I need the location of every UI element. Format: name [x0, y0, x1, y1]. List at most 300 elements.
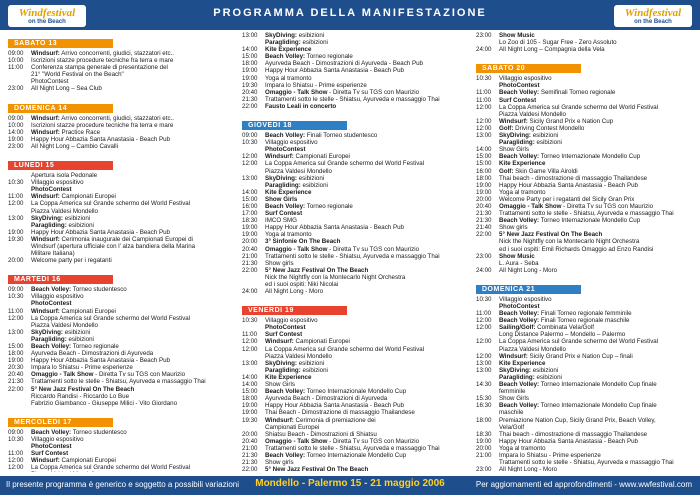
entry-time [242, 353, 265, 360]
entry-description [499, 388, 700, 395]
entry-description [265, 39, 467, 46]
entry-description [499, 160, 700, 167]
entry-detail: La Coppa America sul Grande schermo del World Festival [31, 464, 191, 472]
schedule-entry [476, 353, 700, 360]
entry-description [499, 196, 700, 203]
schedule-entry [476, 388, 700, 395]
entry-detail: Yoga al tramonto [499, 444, 546, 452]
entry-time: 20:40 [476, 202, 492, 210]
entry-detail: Conferenza stampa generale di presentazione del [31, 64, 168, 72]
entry-event: Beach Volley: [499, 310, 540, 318]
schedule-entry [8, 400, 233, 407]
logo-text: Windfestival [624, 6, 682, 19]
entry-detail: Ayurveda Beach - Dimostrazioni di Ayurveda - Beach Pub [265, 60, 423, 68]
schedule-entry [8, 50, 233, 57]
entry-event: Paragliding: [499, 373, 535, 381]
entry-time [8, 186, 31, 193]
entry-event: Omaggio - Talk Show [265, 88, 328, 96]
schedule-entry [242, 253, 467, 260]
entry-description [31, 364, 233, 371]
entry-description [265, 32, 467, 39]
entry-detail: Impara lo Shiatsu - Prime esperienze [31, 364, 133, 372]
schedule-entry [242, 210, 467, 217]
entry-time [476, 82, 499, 89]
entry-event: Paragliding: [265, 39, 301, 47]
entry-description [499, 231, 700, 238]
entry-detail: esibizioni [296, 32, 325, 39]
entry-description [499, 438, 700, 445]
day-header: SABATO 13 [8, 39, 113, 48]
entry-detail: Finali Torneo studentesco [305, 132, 378, 140]
entry-time: 21:00 [242, 252, 258, 260]
entry-time: 24:00 [476, 46, 492, 54]
entry-detail: Villaggio espositivo [31, 293, 84, 301]
entry-event: 5° New Jazz Festival On The Beach [265, 466, 369, 472]
entry-event: Paragliding: [31, 221, 67, 229]
entry-description [265, 189, 467, 196]
schedule-entry [242, 260, 467, 267]
schedule-entry [476, 182, 700, 189]
entry-description [265, 231, 467, 238]
entry-description [499, 104, 700, 111]
entry-description [31, 136, 233, 143]
entry-description [265, 288, 467, 295]
entry-description [31, 315, 233, 322]
entry-description [265, 53, 467, 60]
entry-description [499, 459, 700, 466]
entry-detail: Thai Beach - Dimostrazione di massaggio Thailandese [265, 409, 415, 417]
logo-subtext: on the Beach [634, 18, 672, 25]
schedule-entry [8, 186, 233, 193]
schedule-entry [242, 409, 467, 416]
entry-description [31, 378, 233, 385]
entry-event: Kite Experience [499, 160, 546, 168]
entry-time [8, 443, 31, 450]
schedule-entry [8, 357, 233, 364]
entry-time [8, 300, 31, 307]
entry-description [499, 466, 700, 472]
schedule-entry [8, 136, 233, 143]
entry-time: 10:30 [242, 139, 258, 147]
entry-time: 09:00 [8, 286, 24, 294]
entry-event: PhotoContest [499, 303, 540, 310]
entry-detail: All Night Long – Compagnia della Vela [499, 46, 605, 54]
entry-description [265, 338, 467, 345]
schedule-entry [8, 179, 233, 186]
entry-detail: femminile [499, 388, 526, 396]
entry-detail: Happy Hour Abbazia Santa Anastasia - Beach Pub [265, 67, 404, 75]
schedule-entry [242, 374, 467, 381]
schedule-entry [476, 346, 700, 353]
entry-detail: All Night Long - Moro [499, 266, 558, 274]
entry-detail: esibizioni [296, 174, 325, 182]
entry-description [265, 210, 467, 217]
schedule-entry [476, 296, 700, 303]
schedule-column-3 [476, 32, 700, 472]
entry-time: 14:00 [242, 381, 258, 389]
entry-time: 23:00 [476, 466, 492, 472]
entry-detail: La Coppa America sul Grande schermo del World Festival [499, 103, 659, 111]
entry-detail: Arrivo concorrenti, giudici, stazzatori etc.. [59, 114, 174, 122]
entry-time: 14:00 [242, 188, 258, 196]
schedule-entry [8, 172, 233, 179]
entry-detail: Happy Hour Abbazia Santa Anastasia - Beach Pub [265, 224, 404, 232]
entry-detail: La Coppa America sul Grande schermo del World Festival [265, 345, 425, 353]
entry-description [499, 82, 700, 89]
schedule-entry [242, 224, 467, 231]
entry-detail: Happy Hour Abbazia Santa Anastasia - Beach Pub [31, 357, 170, 365]
entry-description [31, 78, 233, 85]
schedule-entry [476, 82, 700, 89]
entry-description [31, 222, 233, 229]
entry-description [31, 464, 233, 471]
entry-description [499, 89, 700, 96]
entry-description [265, 409, 467, 416]
entry-time: 19:00 [242, 224, 258, 232]
entry-detail: Practice Race [59, 128, 101, 136]
entry-description [31, 250, 233, 257]
schedule-entry [8, 229, 233, 236]
entry-time [242, 168, 265, 175]
entry-description [499, 374, 700, 381]
entry-event: Windsurf: [31, 307, 60, 315]
entry-event: Paragliding: [31, 335, 67, 343]
entry-time: 14:30 [476, 381, 492, 389]
schedule-entry [242, 281, 467, 288]
entry-description [265, 139, 467, 146]
entry-time [8, 322, 31, 329]
entry-description [265, 67, 467, 74]
schedule-entry [476, 374, 700, 381]
schedule-entry [8, 193, 233, 200]
entry-event: PhotoContest [31, 186, 72, 194]
schedule-entry [476, 46, 700, 53]
entry-detail: Welcome party per i regatanti [31, 257, 112, 265]
entry-time: 10:00 [8, 57, 24, 65]
entry-description [31, 208, 233, 215]
entry-detail: Sicily Grand Prix e Nation Cup – finali [527, 352, 633, 360]
entry-event: Fausto Leali in concerto [265, 102, 337, 110]
entry-time: 21:30 [8, 378, 24, 386]
entry-description [499, 367, 700, 374]
entry-time [242, 274, 265, 281]
entry-detail: All Night Long – Sea Club [31, 85, 102, 93]
schedule-entry [242, 82, 467, 89]
entry-description [499, 346, 700, 353]
footer-website: Per aggiornamenti ed approfondimenti - www.wwfestival.com [475, 480, 692, 489]
schedule-entry [242, 160, 467, 167]
entry-time [8, 222, 31, 229]
entry-time [242, 324, 265, 331]
entry-detail: Torneo studentesco [71, 428, 127, 436]
entry-description [265, 395, 467, 402]
schedule-entry [476, 111, 700, 118]
schedule-entry [242, 331, 467, 338]
schedule-entry [242, 203, 467, 210]
entry-event: Beach Volley: [499, 217, 540, 225]
entry-description [31, 436, 233, 443]
schedule-entry [476, 168, 700, 175]
entry-time: 21:30 [242, 259, 258, 267]
entry-detail: Yoga al tramonto [499, 188, 546, 196]
schedule-entry [8, 286, 233, 293]
entry-event: Beach Volley: [499, 89, 540, 97]
entry-detail: - Diretta Tv su TGS con Maurizio [327, 437, 420, 445]
day-block [8, 411, 233, 472]
entry-description [265, 153, 467, 160]
entry-description [265, 353, 467, 360]
entry-event: Beach Volley: [31, 428, 72, 436]
entry-detail: Campionati Europei [59, 193, 116, 201]
schedule-entry [242, 388, 467, 395]
schedule-entry [242, 196, 467, 203]
entry-detail: Piazza Valdesi Mondello [31, 321, 98, 329]
schedule-entry [476, 267, 700, 274]
entry-time: 10:30 [242, 317, 258, 325]
entry-time: 19:00 [242, 231, 258, 239]
entry-description [265, 466, 467, 472]
entry-description [265, 132, 467, 139]
schedule-entry [476, 118, 700, 125]
entry-time: 14:00 [242, 373, 258, 381]
entry-description [499, 431, 700, 438]
entry-description [265, 367, 467, 374]
entry-detail: Nick the Nightfly con la Montecarlo Night Orchestra [265, 273, 406, 281]
entry-time: 23:00 [476, 32, 492, 39]
entry-detail: Torneo regionale [71, 343, 119, 350]
entry-description [499, 153, 700, 160]
schedule-entry [242, 132, 467, 139]
entry-description [265, 182, 467, 189]
entry-detail: Riccardo Randisi - Riccardo Lo Bue [31, 392, 130, 400]
entry-detail: Trattamenti sotto le stelle - Shiatsu, Ayurveda e massaggio Thai [265, 95, 440, 103]
entry-description [31, 471, 233, 472]
entry-description [265, 160, 467, 167]
entry-detail: Villaggio espositivo [31, 179, 84, 187]
entry-time: 11:00 [476, 89, 492, 97]
entry-description [499, 395, 700, 402]
entry-description [31, 143, 233, 150]
entry-time: 10:30 [8, 435, 24, 443]
schedule-entry [476, 231, 700, 238]
entry-description [499, 210, 700, 217]
entry-time [476, 39, 499, 46]
entry-time: 12:00 [242, 153, 258, 161]
entry-detail: esibizioni [66, 221, 94, 229]
schedule-entry [242, 46, 467, 53]
entry-detail: esibizioni [62, 214, 91, 222]
entry-event: Beach Volley: [499, 381, 540, 389]
schedule-entry [8, 215, 233, 222]
entry-time: 22:00 [8, 385, 24, 393]
entry-event: Beach Volley: [499, 402, 540, 410]
entry-detail: L. Aura - Seba [499, 259, 539, 267]
entry-description [31, 64, 233, 71]
entry-detail: Ayurveda Beach - Dimostrazioni di Ayurveda [265, 395, 388, 403]
entry-time: 20:00 [476, 444, 492, 452]
entry-detail [31, 471, 98, 472]
entry-time: 11:00 [8, 193, 24, 201]
entry-event: Windsurf: [31, 235, 60, 243]
entry-event: Surf Contest [31, 450, 69, 458]
schedule-entry [242, 39, 467, 46]
schedule-entry [242, 466, 467, 472]
entry-description [265, 175, 467, 182]
entry-time: 11:00 [8, 450, 24, 458]
entry-time [476, 388, 499, 395]
entry-time: 12:00 [476, 103, 492, 111]
entry-time [8, 71, 31, 78]
entry-time [242, 367, 265, 374]
schedule-entry [8, 222, 233, 229]
schedule-entry [8, 429, 233, 436]
entry-description [265, 331, 467, 338]
day-header: MARTEDI 16 [8, 275, 113, 284]
entry-description [499, 217, 700, 224]
entry-detail: Torneo Internazionale Mondello Cup finale [539, 381, 657, 389]
entry-detail: - Diretta Tv su TGS con Maurizio [93, 371, 186, 379]
entry-description [31, 393, 233, 400]
entry-description [499, 189, 700, 196]
entry-event: Windsurf: [499, 352, 528, 360]
entry-detail: Fabrizio Giambanco - Giuseppe Milici - Vito Giordano [31, 399, 178, 407]
entry-time: 23:00 [8, 85, 24, 93]
entry-time: 14:00 [242, 46, 258, 54]
entry-time: 21:30 [476, 210, 492, 218]
entry-detail: Happy Hour Abbazia Santa Anastasia - Beach Pub [31, 228, 170, 236]
entry-event: Show Girls [265, 195, 298, 203]
day-block [476, 32, 700, 53]
entry-time [8, 471, 31, 472]
entry-description [31, 457, 233, 464]
entry-description [265, 46, 467, 53]
entry-detail: Torneo Internazionale Mondello Cup [539, 153, 641, 161]
schedule-entry [242, 445, 467, 452]
entry-event: Golf: [499, 124, 514, 132]
entry-event: Windsurf: [31, 457, 60, 465]
entry-event: Paragliding: [265, 181, 301, 189]
entry-time: 24:00 [242, 288, 258, 296]
entry-description [31, 386, 233, 393]
entry-time: 10:30 [8, 293, 24, 301]
entry-event: 5° New Jazz Festival On The Beach [499, 231, 603, 239]
entry-event: 5° New Jazz Festival On The Beach [31, 385, 135, 393]
entry-detail: esibizioni [296, 359, 325, 367]
entry-time: 22:00 [242, 466, 258, 472]
entry-detail: Windsurf (apertura ufficiale con l' alza bandiera della Marina [31, 242, 196, 250]
schedule-entry [476, 466, 700, 472]
entry-description [265, 146, 467, 153]
entry-description [31, 115, 233, 122]
entry-detail: Show Girls [265, 381, 295, 389]
entry-description [499, 224, 700, 231]
entry-detail: Iscrizioni stazze procedure tecniche fra terra e mare [31, 121, 174, 129]
day-block [242, 32, 467, 110]
entry-time: 14:00 [8, 128, 24, 136]
entry-description [31, 236, 233, 243]
entry-time: 09:00 [242, 132, 258, 140]
entry-time: 15:00 [8, 343, 24, 350]
entry-time [476, 303, 499, 310]
entry-description [265, 89, 467, 96]
entry-description [265, 274, 467, 281]
entry-detail: maschile [499, 409, 524, 417]
entry-description [499, 175, 700, 182]
entry-time: 21:30 [476, 217, 492, 225]
schedule-entry [8, 350, 233, 357]
day-block [476, 278, 700, 472]
schedule-entry [8, 300, 233, 307]
entry-time [8, 243, 31, 250]
entry-detail: Piazza Valdesi Mondello [499, 345, 566, 353]
entry-event: PhotoContest [499, 82, 540, 90]
schedule-entry [476, 395, 700, 402]
entry-detail: Torneo Internazionale Mondello Cup [305, 451, 407, 459]
schedule-entry [476, 438, 700, 445]
entry-time: 13:00 [476, 132, 492, 140]
entry-description [265, 317, 467, 324]
entry-time: 13:00 [242, 359, 258, 367]
schedule-entry [242, 346, 467, 353]
entry-time: 19:00 [8, 135, 24, 143]
entry-time: 21:30 [242, 95, 258, 103]
entry-time: 12:00 [476, 352, 492, 360]
entry-time [476, 246, 499, 253]
entry-description [31, 293, 233, 300]
entry-description [31, 286, 233, 293]
entry-event: Beach Volley: [31, 286, 72, 294]
schedule-entry [476, 217, 700, 224]
schedule-entry [476, 203, 700, 210]
day-block [242, 114, 467, 295]
entry-time: 11:00 [476, 310, 492, 318]
schedule-entry [476, 310, 700, 317]
entry-time: 16:00 [242, 202, 258, 210]
entry-time: 15:00 [242, 195, 258, 203]
entry-time: 12:00 [476, 338, 492, 346]
entry-description [499, 182, 700, 189]
entry-time [476, 260, 499, 267]
entry-description [31, 322, 233, 329]
entry-time: 18:00 [476, 174, 492, 182]
schedule-entry [8, 129, 233, 136]
entry-description [499, 246, 700, 253]
schedule-entry [8, 122, 233, 129]
day-block [8, 268, 233, 407]
schedule-entry [8, 457, 233, 464]
entry-event: Kite Experience [265, 373, 312, 381]
schedule-entry [242, 96, 467, 103]
entry-description [31, 129, 233, 136]
entry-description [265, 445, 467, 452]
schedule-entry [476, 459, 700, 466]
schedule-entry [476, 303, 700, 310]
entry-time [242, 182, 265, 189]
entry-time [476, 111, 499, 118]
entry-time: 18:30 [242, 217, 258, 225]
schedule-entry [242, 182, 467, 189]
entry-time: 18:00 [476, 416, 492, 424]
entry-event: Beach Volley: [499, 153, 540, 161]
schedule-entry [8, 71, 233, 78]
schedule-entry [8, 236, 233, 243]
entry-detail: Long Distance Palermo – Mondello – Palermo [499, 331, 626, 339]
entry-event: PhotoContest [31, 300, 72, 308]
entry-time: 10:00 [8, 121, 24, 129]
day-header: MERCOLEDI 17 [8, 418, 113, 427]
schedule-entry [242, 53, 467, 60]
entry-detail: Trattamenti sotto le stelle - Shiatsu, Ayurveda e massaggio Thai [499, 459, 674, 467]
